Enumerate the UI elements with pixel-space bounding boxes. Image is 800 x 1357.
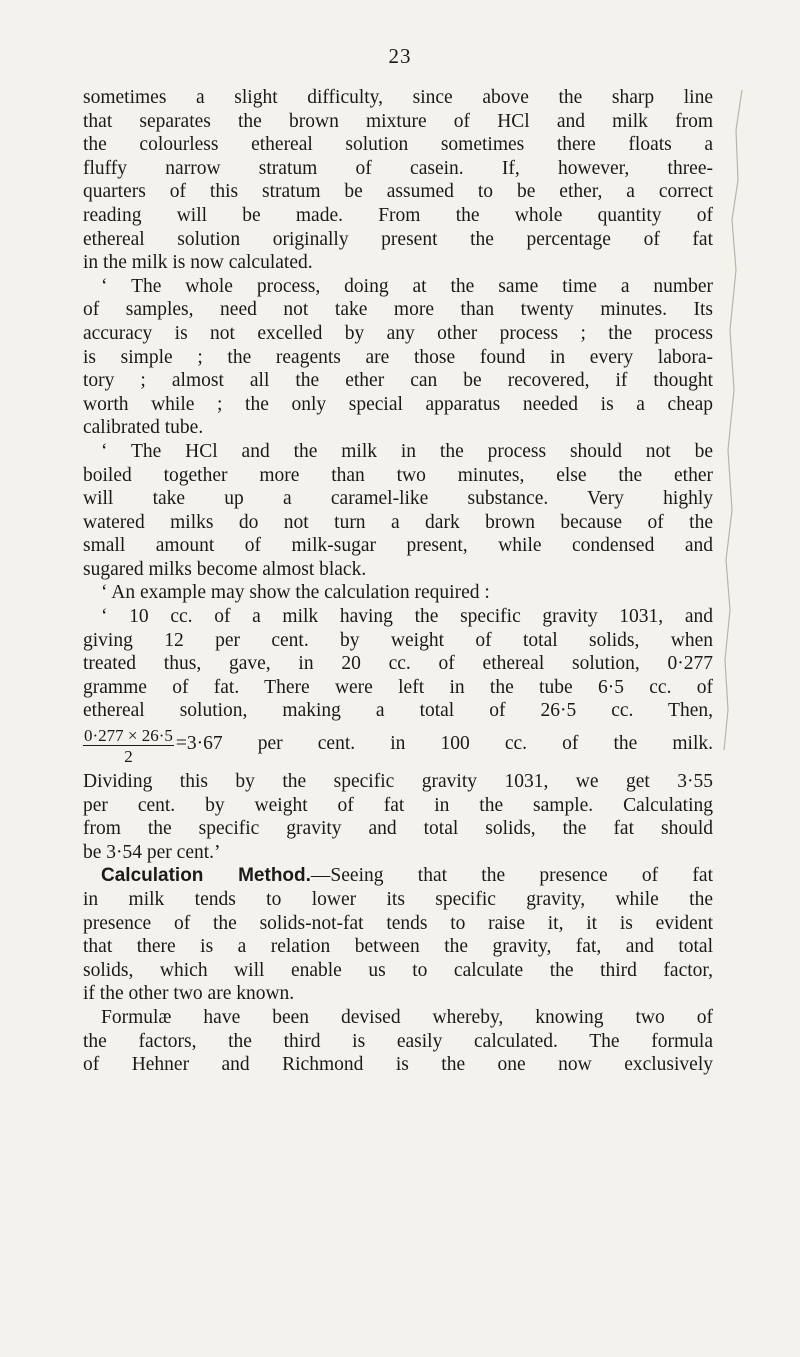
- text-line: presence of the solids-not-fat tends to raise it, it is evident: [83, 912, 713, 934]
- text-line: Dividing this by the specific gravity 1031, we get 3·55: [83, 771, 713, 793]
- formula-result: =3·67 per cent. in 100 cc. of the milk.: [175, 733, 713, 755]
- text-line: ‘ The HCl and the milk in the process should not be: [101, 440, 713, 462]
- text-line: in milk tends to lower its specific gravity, while the: [83, 889, 713, 910]
- text-line: be 3·54 per cent.’: [83, 841, 221, 863]
- section-heading-text: —Seeing that the presence of fat: [310, 865, 714, 887]
- body-text: [83, 86, 713, 1077]
- text-line: sugared milks become almost black.: [83, 558, 367, 580]
- text-line: ‘ 10 cc. of a milk having the specific gravity 1031, and: [101, 606, 713, 628]
- text-line: boiled together more than two minutes, else the ether: [83, 464, 713, 486]
- section-heading-line: [83, 864, 713, 888]
- text-line: the factors, the third is easily calculated. The formula: [83, 1030, 713, 1052]
- text-line: gramme of fat. There were left in the tube 6·5 cc. of: [83, 676, 713, 698]
- margin-stain-line: [722, 90, 752, 750]
- text-line: ‘ An example may show the calculation required :: [101, 582, 490, 604]
- text-line: sometimes a slight difficulty, since above the sharp line: [83, 87, 713, 108]
- text-line: that separates the brown mixture of HCl and milk from: [83, 110, 713, 132]
- text-line: if the other two are known.: [83, 983, 295, 1005]
- text-line: from the specific gravity and total solids, the fat should: [83, 818, 713, 840]
- text-line: reading will be made. From the whole quantity of: [83, 204, 713, 226]
- text-line: treated thus, gave, in 20 cc. of ethereal solution, 0·277: [83, 653, 713, 675]
- text-line: calibrated tube.: [83, 417, 204, 439]
- text-line: small amount of milk-sugar present, while condensed and: [83, 535, 713, 557]
- fraction-denominator: 2: [124, 747, 133, 767]
- text-line: will take up a caramel-like substance. Very highly: [83, 488, 713, 510]
- text-line: in the milk is now calculated.: [83, 252, 313, 274]
- text-line: the colourless ethereal solution sometimes there floats a: [83, 134, 713, 156]
- fraction: [83, 726, 174, 766]
- text-line: of samples, need not take more than twenty minutes. Its: [83, 299, 713, 321]
- page-number: 23: [388, 44, 412, 68]
- text-line: ethereal solution, making a total of 26·5 cc. Then,: [83, 700, 713, 722]
- text-line: per cent. by weight of fat in the sample. Calculating: [83, 794, 713, 816]
- text-line: watered milks do not turn a dark brown because of the: [83, 511, 713, 533]
- text-line: worth while ; the only special apparatus needed is a cheap: [83, 393, 713, 415]
- text-line: is simple ; the reagents are those found in every labora-: [83, 346, 713, 368]
- section-heading: Calculation Method.: [101, 865, 311, 887]
- text-line: solids, which will enable us to calculate the third factor,: [83, 959, 713, 981]
- text-line: quarters of this stratum be assumed to be ether, a correct: [83, 181, 713, 203]
- text-line: that there is a relation between the gravity, fat, and total: [83, 936, 713, 958]
- formula-line: [83, 723, 713, 770]
- text-line: tory ; almost all the ether can be recovered, if thought: [83, 370, 713, 392]
- text-line: of Hehner and Richmond is the one now exclusively: [83, 1054, 713, 1076]
- text-line: Formulæ have been devised whereby, knowing two of: [101, 1006, 713, 1028]
- text-line: ‘ The whole process, doing at the same time a number: [101, 275, 713, 297]
- text-line: ethereal solution originally present the percentage of fat: [83, 228, 713, 250]
- fraction-numerator: 0·277 × 26·5: [84, 726, 173, 746]
- text-line: fluffy narrow stratum of casein. If, however, three-: [83, 157, 713, 179]
- fraction-bar: [83, 745, 174, 746]
- text-line: giving 12 per cent. by weight of total solids, when: [83, 629, 713, 651]
- text-line: accuracy is not excelled by any other process ; the process: [83, 322, 713, 344]
